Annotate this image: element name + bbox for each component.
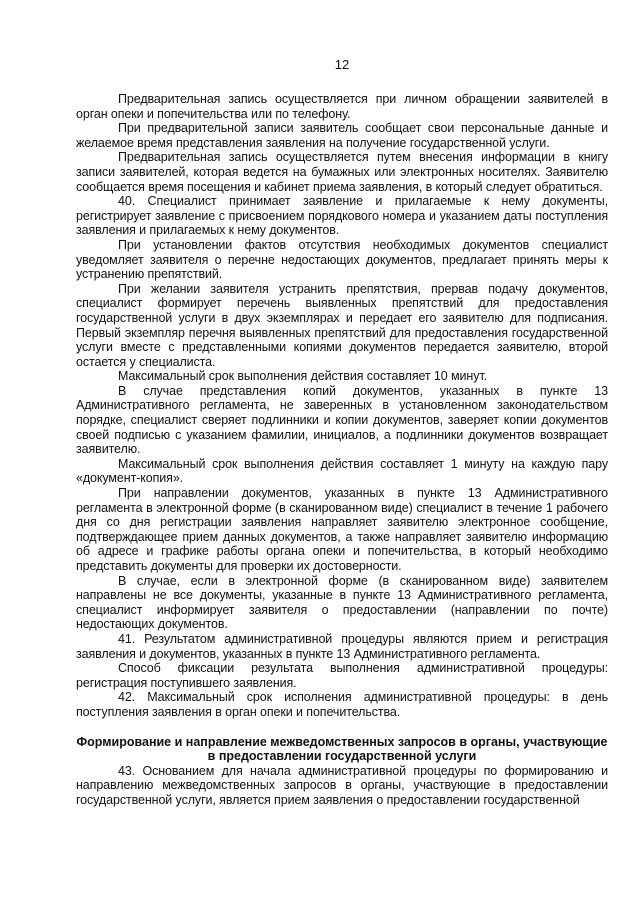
paragraph: При установлении фактов отсутствия необходимых документов специалист уведомляет заявителя о перечне недостающих документов, предлагает принять меры к устранению препятствий. (76, 237, 608, 282)
paragraph: 40. Специалист принимает заявление и прилагаемые к нему документы, регистрирует заявление с присвоением порядкового номера и указанием даты поступления заявления и прилагаемых к нему документов. (76, 194, 608, 238)
paragraph: При направлении документов, указанных в пункте 13 Административного регламента в электронной форме (в сканированном виде) специалист в течение 1 рабочего дня со дня регистрации заявления направляет заявителю электронное сообщение, подтверждающее прием данных документов, а также направляет заявителю информацию об адресе и графике работы органа опеки и попечительства, в который необходимо представить документы для проверки их достоверности. (76, 486, 608, 573)
document-page (76, 58, 608, 808)
paragraph: 41. Результатом административной процедуры являются прием и регистрация заявления и документов, указанных в пункте 13 Административного регламента. (76, 631, 608, 661)
paragraph: Максимальный срок выполнения действия составляет 10 минут. (118, 369, 487, 384)
paragraph: Предварительная запись осуществляется при личном обращении заявителей в орган опеки и попечительства или по телефону. (76, 92, 608, 121)
paragraph: Максимальный срок выполнения действия составляет 1 минуту на каждую пару «документ-копия». (76, 456, 608, 486)
paragraph: В случае, если в электронной форме (в сканированном виде) заявителем направлены не все документы, указанные в пункте 13 Административного регламента, специалист информирует заявителя о предоставлении (направлении по почте) недостающих документов. (76, 573, 608, 632)
paragraph: При желании заявителя устранить препятствия, прервав подачу документов, специалист формирует перечень выявленных препятствий для предоставления государственной услуги в двух экземплярах и передает его заявителю для подписания. Первый экземпляр перечня выявленных препятствий для предоставления государственной услуги вместе с представленными копиями документов передается заявителю, второй остается у специалиста. (76, 281, 608, 369)
paragraph: Способ фиксации результата выполнения административной процедуры: регистрация поступившего заявления. (76, 661, 608, 690)
paragraph: 42. Максимальный срок исполнения административной процедуры: в день поступления заявления в орган опеки и попечительства. (76, 690, 608, 719)
page-number: 12 (334, 57, 350, 72)
section-heading: Формирование и направление межведомственных запросов в органы, участвующие в предоставлении государственной услуги (76, 734, 608, 764)
paragraph: При предварительной записи заявитель сообщает свои персональные данные и желаемое время представления заявления на получение государственной услуги. (76, 121, 608, 150)
paragraph: 43. Основанием для начала административной процедуры по формированию и направлению межведомственных запросов в органы, участвующие в предоставлении государственной услуги, является прием заявления о предоставлении государственной (76, 763, 608, 807)
paragraph: Предварительная запись осуществляется путем внесения информации в книгу записи заявителей, которая ведется на бумажных или электронных носителях. Заявителю сообщается время посещения и кабинет приема заявления, в который следует обратиться. (76, 150, 608, 194)
paragraph: В случае представления копий документов, указанных в пункте 13 Административного регламента, не заверенных в установленном законодательством порядке, специалист сверяет подлинники и копии документов, заверяет копии документов своей подписью с указанием фамилии, инициалов, а подлинники документов возвращает заявителю. (76, 383, 608, 457)
